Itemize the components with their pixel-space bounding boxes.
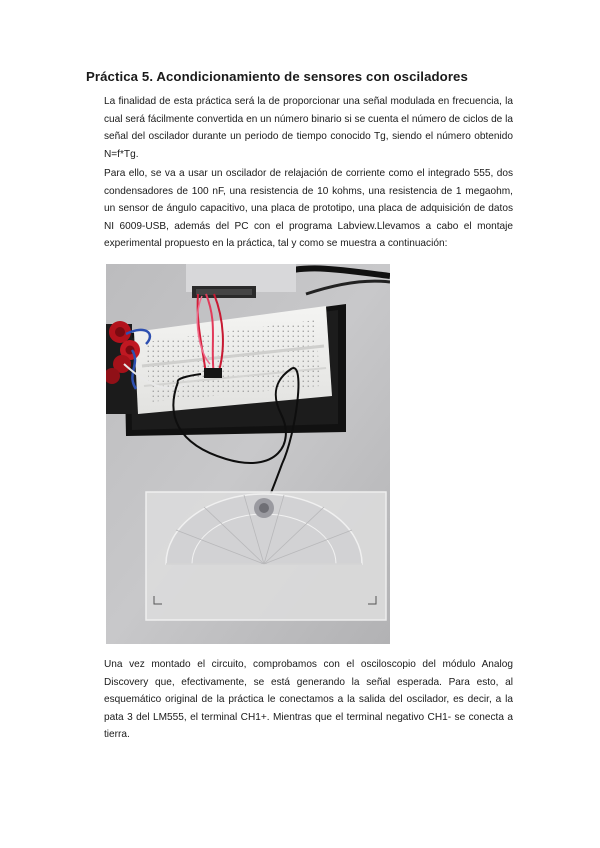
paragraph-materials: Para ello, se va a usar un oscilador de relajación de corriente como el integrado 555, dos condensadores de 100 nF, una resistencia de 10 kohms, una resistencia de 1 megaohm, un sensor de ángulo capacitivo, una placa de prototipo, una placa de adquisición de datos NI 6009-USB, además del PC con el programa Labview.Llevamos a cabo el montaje experimental propuesto en la práctica, tal y como se muestra a continuación: bbox=[104, 168, 513, 250]
paragraph-intro: La finalidad de esta práctica será la de proporcionar una señal modulada en frecuencia, la cual será fácilmente convertida en un número binario si se cuenta el número de ciclos de la señal del oscilador durante un periodo de tiempo conocido Tg, siendo el número obtenido N=f*Tg. bbox=[104, 96, 513, 160]
experiment-setup-photo bbox=[106, 264, 390, 644]
document-title: Práctica 5. Acondicionamiento de sensores con osciladores bbox=[86, 69, 468, 84]
paragraph-oscilloscope: Una vez montado el circuito, comprobamos con el osciloscopio del módulo Analog Discovery que, efectivamente, se está generando la señal esperada. Para esto, al esquemático original de la práctica le conectamos a la salida del oscilador, es decir, a la pata 3 del LM555, el terminal CH1+. Mientras que el terminal negativo CH1- se conecta a tierra. bbox=[104, 659, 513, 741]
